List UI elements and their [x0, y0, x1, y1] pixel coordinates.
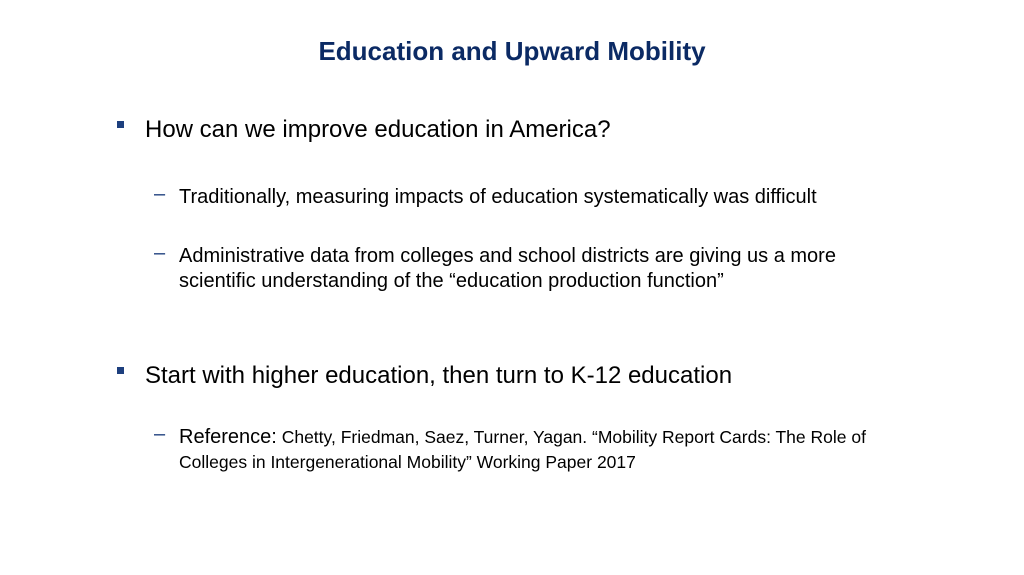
- dash-bullet-icon: –: [154, 423, 166, 445]
- reference-citation: Chetty, Friedman, Saez, Turner, Yagan. “Mobility Report Cards: The Role of Colleges in Intergenerational Mobility” Working Paper 2017: [179, 427, 866, 472]
- sub-item-text: Traditionally, measuring impacts of education systematically was difficult: [179, 186, 817, 208]
- bullet-text: Start with higher education, then turn to K-12 education: [145, 362, 733, 389]
- bullet-text: How can we improve education in America?: [145, 116, 611, 143]
- bullet-item: [117, 116, 611, 144]
- reference-item: [154, 425, 914, 475]
- sub-item: [154, 244, 914, 294]
- sub-item: [154, 185, 914, 210]
- slide-title: Education and Upward Mobility: [318, 36, 706, 66]
- dash-bullet-icon: –: [154, 183, 166, 205]
- square-bullet-icon: [117, 367, 124, 374]
- square-bullet-icon: [117, 121, 124, 128]
- bullet-item: [117, 362, 732, 390]
- reference-label: Reference:: [179, 426, 277, 448]
- sub-item-text: Administrative data from colleges and school districts are giving us a more scientific understanding of the “education production function”: [179, 245, 836, 292]
- dash-bullet-icon: –: [154, 242, 166, 264]
- reference-text: [179, 425, 914, 475]
